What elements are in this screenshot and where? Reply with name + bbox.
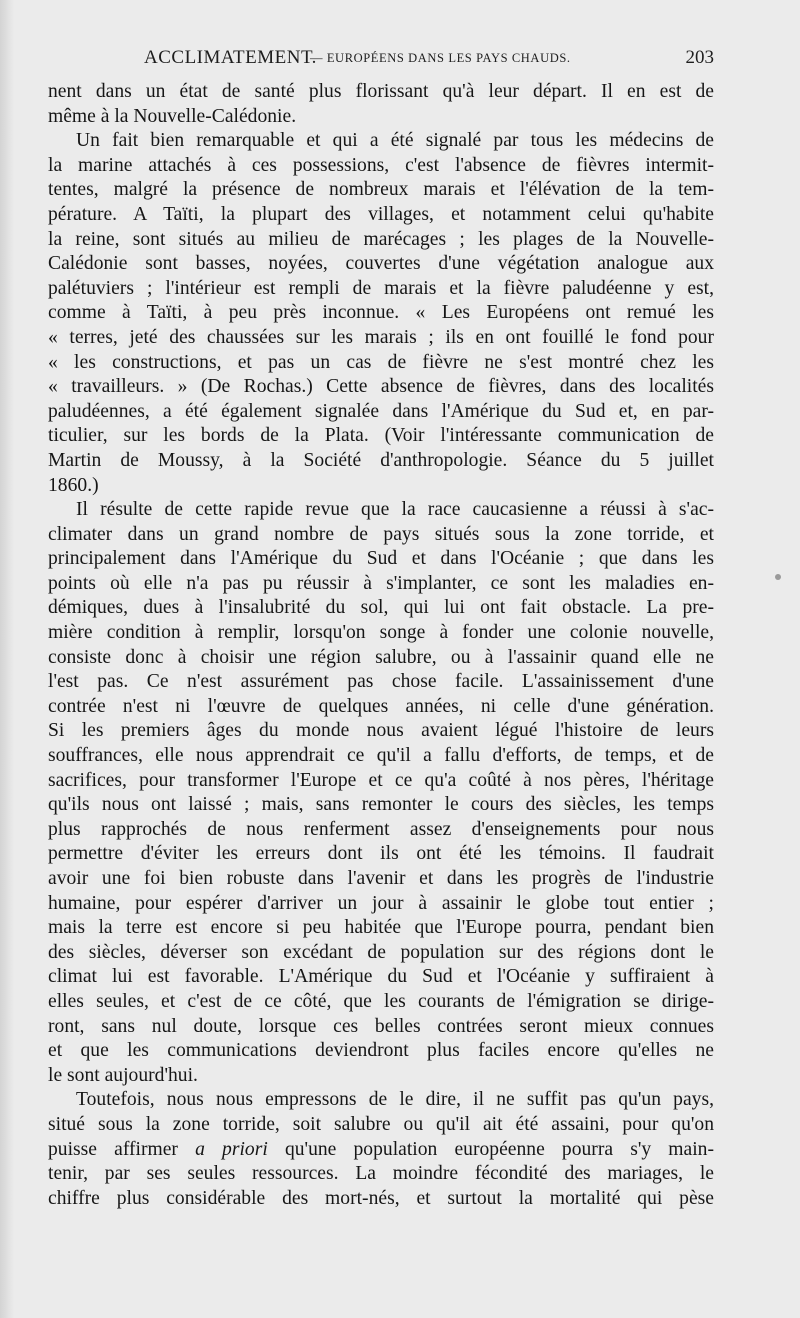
running-head-subtitle: — EUROPÉENS DANS LES PAYS CHAUDS. [310, 51, 571, 65]
text-line: tenir, par ses seules ressources. La moindre fécondité des mariages, le [48, 1163, 714, 1185]
page-number: 203 [685, 47, 714, 68]
text-line: la marine attachés à ces possessions, c'est l'absence de fièvres intermit- [48, 154, 714, 176]
text-line: et que les communications deviendront plus faciles encore qu'elles ne [48, 1040, 714, 1062]
text-line: Il résulte de cette rapide revue que la race caucasienne a réussi à s'ac- [76, 499, 714, 521]
italic-phrase: a priori [195, 1138, 268, 1160]
text-line: Martin de Moussy, à la Société d'anthropologie. Séance du 5 juillet [48, 449, 714, 471]
text-line: démiques, dues à l'insalubrité du sol, qui lui ont fait obstacle. La pre- [48, 597, 714, 619]
text-line: plus rapprochés de nous renferment assez d'enseignements pour nous [48, 818, 714, 840]
text-line: l'est pas. Ce n'est assurément pas chose facile. L'assainissement d'une [48, 671, 714, 693]
text-line: avoir une foi bien robuste dans l'avenir et dans les progrès de l'industrie [48, 868, 714, 889]
text-line: sacrifices, pour transformer l'Europe et ce qu'a coûté à nos pères, l'héritage [48, 769, 714, 791]
text-line: « terres, jeté des chaussées sur les marais ; ils en ont fouillé le fond pour [48, 326, 714, 348]
text-line: palétuviers ; l'intérieur est rempli de marais et la fièvre paludéenne y est, [48, 277, 714, 299]
text-line: principalement dans l'Amérique du Sud et dans l'Océanie ; que dans les [48, 548, 714, 570]
text-line: chiffre plus considérable des mort-nés, et surtout la mortalité qui pèse [48, 1187, 714, 1209]
text-line: humaine, pour espérer d'arriver un jour à assainir le globe tout entier ; [48, 892, 714, 914]
text-line: contrée n'est ni l'œuvre de quelques années, ni celle d'une génération. [48, 695, 714, 717]
text-line: souffrances, elle nous apprendrait ce qu'il a fallu d'efforts, de temps, et de [48, 745, 714, 767]
text-line: comme à Taïti, à peu près inconnue. « Les Européens ont remué les [48, 302, 714, 324]
text-line: nent dans un état de santé plus florissant qu'à leur départ. Il en est de [48, 81, 714, 102]
text-line: « travailleurs. » (De Rochas.) Cette absence de fièvres, dans des localités [48, 376, 714, 398]
text-line: consiste donc à choisir une région salubre, ou à l'assainir quand elle ne [48, 646, 714, 668]
text-line: paludéennes, a été également signalée dans l'Amérique du Sud et, en par- [48, 400, 714, 422]
text-line: ticulier, sur les bords de la Plata. (Voir l'intéressante communication de [48, 425, 714, 447]
text-line: tentes, malgré la présence de nombreux marais et l'élévation de la tem- [48, 179, 714, 201]
text-line: Un fait bien remarquable et qui a été signalé par tous les médecins de [76, 130, 714, 152]
text-line: puisse affirmer a priori qu'une population européenne pourra s'y main- [48, 1138, 714, 1160]
text-line: Calédonie sont basses, noyées, couvertes d'une végétation analogue aux [48, 253, 714, 275]
text-line: qu'ils nous ont laissé ; mais, sans remonter le cours des siècles, les temps [48, 794, 714, 816]
margin-ink-spot [775, 574, 781, 580]
text-line: Si les premiers âges du monde nous avaient légué l'histoire de leurs [48, 720, 714, 742]
text-line: le sont aujourd'hui. [48, 1064, 198, 1086]
text-line: situé sous la zone torride, soit salubre ou qu'il ait été assaini, pour qu'on [48, 1113, 714, 1135]
text-line: climater dans un grand nombre de pays situés sous la zone torride, et [48, 523, 714, 545]
running-head [48, 47, 714, 77]
text-line: elles seules, et c'est de ce côté, que les courants de l'émigration se dirige- [48, 990, 714, 1012]
text-line: Toutefois, nous nous empressons de le dire, il ne suffit pas qu'un pays, [76, 1089, 714, 1111]
page-edge-shadow [0, 0, 14, 1318]
text-line: des siècles, déverser son excédant de population sur des régions dont le [48, 941, 714, 963]
text-line: pérature. A Taïti, la plupart des villages, et notamment celui qu'habite [48, 203, 714, 225]
text-line: même à la Nouvelle-Calédonie. [48, 105, 297, 127]
text-line: permettre d'éviter les erreurs dont ils ont été les témoins. Il faudrait [48, 843, 714, 865]
running-head-title: ACCLIMATEMENT. [144, 47, 317, 68]
text-line: mais la terre est encore si peu habitée que l'Europe pourra, pendant bien [48, 917, 714, 939]
text-line: la reine, sont situés au milieu de marécages ; les plages de la Nouvelle- [48, 228, 714, 250]
body-text [48, 80, 714, 1211]
text-line: ront, sans nul doute, lorsque ces belles contrées seront mieux connues [48, 1015, 714, 1037]
text-line: mière condition à remplir, lorsqu'on songe à fonder une colonie nouvelle, [48, 622, 714, 644]
text-line: climat lui est favorable. L'Amérique du Sud et l'Océanie y suffiraient à [48, 966, 714, 988]
text-line: 1860.) [48, 474, 99, 496]
text-line: points où elle n'a pas pu réussir à s'implanter, ce sont les maladies en- [48, 572, 714, 594]
text-line: « les constructions, et pas un cas de fièvre ne s'est montré chez les [48, 351, 714, 373]
